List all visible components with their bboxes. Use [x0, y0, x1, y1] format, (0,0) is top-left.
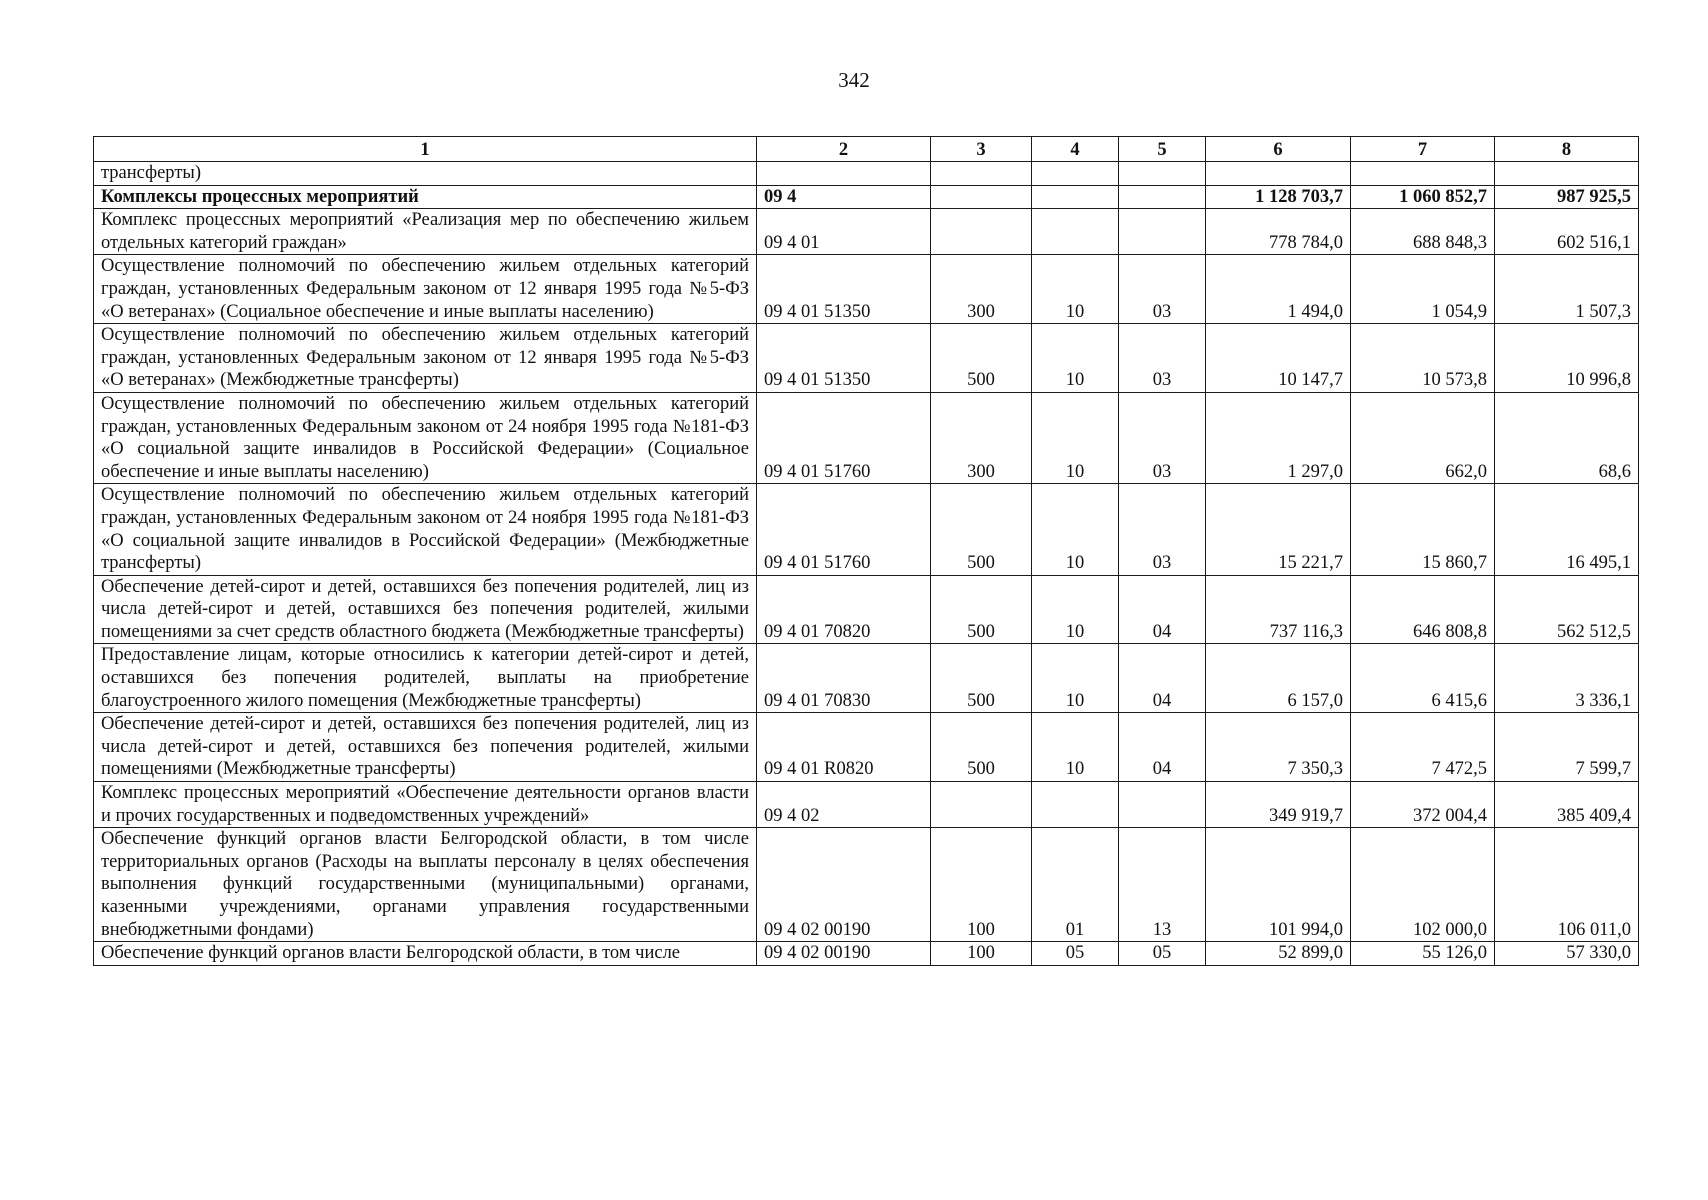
- row-col4-cell: 10: [1032, 713, 1119, 782]
- table-row: [94, 255, 1639, 324]
- row-name-cell: Осуществление полномочий по обеспечению жильем отдельных категорий граждан, установленных Федеральным законом от 12 января 1995 года №5-ФЗ «О ветеранах» (Межбюджетные трансферты): [94, 324, 757, 393]
- header-row: [94, 137, 1639, 162]
- row-col4-cell: 05: [1032, 942, 1119, 966]
- row-code-cell: 09 4 01 R0820: [757, 713, 931, 782]
- row-value6-cell: 7 350,3: [1206, 713, 1351, 782]
- row-col5-cell: [1119, 209, 1206, 255]
- row-value8-cell: 10 996,8: [1495, 324, 1639, 393]
- column-header: 2: [757, 137, 931, 162]
- row-value7-cell: 372 004,4: [1351, 782, 1495, 828]
- row-name-cell: трансферты): [94, 162, 757, 186]
- row-col3-cell: 100: [931, 942, 1032, 966]
- row-col4-cell: [1032, 782, 1119, 828]
- row-col5-cell: 05: [1119, 942, 1206, 966]
- row-col5-cell: 04: [1119, 575, 1206, 644]
- budget-table: [93, 136, 1639, 966]
- column-header: 1: [94, 137, 757, 162]
- table-row: [94, 392, 1639, 483]
- page-number: 342: [838, 68, 870, 92]
- row-value6-cell: 1 128 703,7: [1206, 185, 1351, 209]
- table-row: [94, 185, 1639, 209]
- row-col4-cell: 10: [1032, 392, 1119, 483]
- row-value7-cell: 55 126,0: [1351, 942, 1495, 966]
- row-value7-cell: 10 573,8: [1351, 324, 1495, 393]
- row-col5-cell: 03: [1119, 392, 1206, 483]
- row-col4-cell: 01: [1032, 828, 1119, 942]
- row-col3-cell: [931, 209, 1032, 255]
- row-value6-cell: 1 297,0: [1206, 392, 1351, 483]
- row-col3-cell: [931, 162, 1032, 186]
- row-value8-cell: 602 516,1: [1495, 209, 1639, 255]
- row-col3-cell: 500: [931, 644, 1032, 713]
- row-value8-cell: 385 409,4: [1495, 782, 1639, 828]
- row-value7-cell: 15 860,7: [1351, 484, 1495, 575]
- row-name-cell: Осуществление полномочий по обеспечению жильем отдельных категорий граждан, установленных Федеральным законом от 12 января 1995 года №5-ФЗ «О ветеранах» (Социальное обеспечение и иные выплаты населению): [94, 255, 757, 324]
- row-col3-cell: [931, 185, 1032, 209]
- row-value7-cell: 1 054,9: [1351, 255, 1495, 324]
- row-value6-cell: 737 116,3: [1206, 575, 1351, 644]
- row-col5-cell: [1119, 162, 1206, 186]
- row-value6-cell: 10 147,7: [1206, 324, 1351, 393]
- row-code-cell: 09 4 02: [757, 782, 931, 828]
- table-row: [94, 713, 1639, 782]
- table-row: [94, 484, 1639, 575]
- row-name-cell: Комплекс процессных мероприятий «Обеспечение деятельности органов власти и прочих государственных и подведомственных учреждений»: [94, 782, 757, 828]
- table-row: [94, 575, 1639, 644]
- row-value8-cell: 106 011,0: [1495, 828, 1639, 942]
- row-value8-cell: 68,6: [1495, 392, 1639, 483]
- row-col5-cell: 03: [1119, 484, 1206, 575]
- row-value7-cell: 102 000,0: [1351, 828, 1495, 942]
- row-col4-cell: [1032, 209, 1119, 255]
- row-value7-cell: 688 848,3: [1351, 209, 1495, 255]
- row-name-cell: Обеспечение функций органов власти Белгородской области, в том числе: [94, 942, 757, 966]
- table-row: [94, 942, 1639, 966]
- row-col3-cell: 500: [931, 575, 1032, 644]
- table-row: [94, 162, 1639, 186]
- table-row: [94, 644, 1639, 713]
- row-col4-cell: 10: [1032, 644, 1119, 713]
- row-col4-cell: [1032, 185, 1119, 209]
- row-value6-cell: 6 157,0: [1206, 644, 1351, 713]
- row-code-cell: 09 4 01 51760: [757, 392, 931, 483]
- row-col4-cell: 10: [1032, 575, 1119, 644]
- row-col3-cell: 500: [931, 324, 1032, 393]
- column-header: 8: [1495, 137, 1639, 162]
- row-col4-cell: 10: [1032, 324, 1119, 393]
- row-value8-cell: 987 925,5: [1495, 185, 1639, 209]
- row-value6-cell: 1 494,0: [1206, 255, 1351, 324]
- column-header: 5: [1119, 137, 1206, 162]
- row-code-cell: 09 4 01 51350: [757, 255, 931, 324]
- row-code-cell: [757, 162, 931, 186]
- row-value7-cell: [1351, 162, 1495, 186]
- row-col5-cell: 04: [1119, 713, 1206, 782]
- row-col4-cell: 10: [1032, 255, 1119, 324]
- row-value8-cell: [1495, 162, 1639, 186]
- row-code-cell: 09 4 01: [757, 209, 931, 255]
- row-value6-cell: 101 994,0: [1206, 828, 1351, 942]
- row-name-cell: Обеспечение детей-сирот и детей, оставшихся без попечения родителей, лиц из числа детей-сирот и детей, оставшихся без попечения родителей, жилыми помещениями (Межбюджетные трансферты): [94, 713, 757, 782]
- row-value6-cell: 15 221,7: [1206, 484, 1351, 575]
- row-col5-cell: 13: [1119, 828, 1206, 942]
- row-code-cell: 09 4 01 51760: [757, 484, 931, 575]
- row-code-cell: 09 4 01 70830: [757, 644, 931, 713]
- column-header: 7: [1351, 137, 1495, 162]
- row-name-cell: Осуществление полномочий по обеспечению жильем отдельных категорий граждан, установленных Федеральным законом от 24 ноября 1995 года №181-ФЗ «О социальной защите инвалидов в Российской Федерации» (Социальное обеспечение и иные выплаты населению): [94, 392, 757, 483]
- row-col4-cell: 10: [1032, 484, 1119, 575]
- row-value6-cell: 778 784,0: [1206, 209, 1351, 255]
- row-col5-cell: 03: [1119, 324, 1206, 393]
- row-code-cell: 09 4 01 70820: [757, 575, 931, 644]
- row-col5-cell: 03: [1119, 255, 1206, 324]
- row-value6-cell: 52 899,0: [1206, 942, 1351, 966]
- row-col3-cell: 300: [931, 392, 1032, 483]
- row-code-cell: 09 4: [757, 185, 931, 209]
- row-name-cell: Комплекс процессных мероприятий «Реализация мер по обеспечению жильем отдельных категорий граждан»: [94, 209, 757, 255]
- row-col5-cell: [1119, 782, 1206, 828]
- row-col3-cell: 300: [931, 255, 1032, 324]
- row-code-cell: 09 4 02 00190: [757, 942, 931, 966]
- row-value8-cell: 3 336,1: [1495, 644, 1639, 713]
- row-value7-cell: 6 415,6: [1351, 644, 1495, 713]
- row-col3-cell: 500: [931, 484, 1032, 575]
- table-row: [94, 782, 1639, 828]
- row-value8-cell: 562 512,5: [1495, 575, 1639, 644]
- row-value6-cell: [1206, 162, 1351, 186]
- column-header: 4: [1032, 137, 1119, 162]
- row-name-cell: Обеспечение функций органов власти Белгородской области, в том числе территориальных органов (Расходы на выплаты персоналу в целях обеспечения выполнения функций государственными (муниципальными) органами, казенными учреждениями, органами управления государственными внебюджетными фондами): [94, 828, 757, 942]
- row-value6-cell: 349 919,7: [1206, 782, 1351, 828]
- row-value7-cell: 662,0: [1351, 392, 1495, 483]
- row-col3-cell: 500: [931, 713, 1032, 782]
- row-name-cell: Комплексы процессных мероприятий: [94, 185, 757, 209]
- row-value7-cell: 7 472,5: [1351, 713, 1495, 782]
- row-value8-cell: 1 507,3: [1495, 255, 1639, 324]
- row-col3-cell: 100: [931, 828, 1032, 942]
- table-row: [94, 209, 1639, 255]
- row-name-cell: Обеспечение детей-сирот и детей, оставшихся без попечения родителей, лиц из числа детей-сирот и детей, оставшихся без попечения родителей, жилыми помещениями за счет средств областного бюджета (Межбюджетные трансферты): [94, 575, 757, 644]
- table-body: [94, 162, 1639, 966]
- row-value8-cell: 57 330,0: [1495, 942, 1639, 966]
- row-col5-cell: [1119, 185, 1206, 209]
- column-header: 6: [1206, 137, 1351, 162]
- row-value8-cell: 7 599,7: [1495, 713, 1639, 782]
- column-header: 3: [931, 137, 1032, 162]
- row-value7-cell: 646 808,8: [1351, 575, 1495, 644]
- table-row: [94, 828, 1639, 942]
- row-value7-cell: 1 060 852,7: [1351, 185, 1495, 209]
- row-col4-cell: [1032, 162, 1119, 186]
- row-code-cell: 09 4 02 00190: [757, 828, 931, 942]
- row-code-cell: 09 4 01 51350: [757, 324, 931, 393]
- row-col5-cell: 04: [1119, 644, 1206, 713]
- table-row: [94, 324, 1639, 393]
- row-col3-cell: [931, 782, 1032, 828]
- row-value8-cell: 16 495,1: [1495, 484, 1639, 575]
- row-name-cell: Осуществление полномочий по обеспечению жильем отдельных категорий граждан, установленных Федеральным законом от 24 ноября 1995 года №181-ФЗ «О социальной защите инвалидов в Российской Федерации» (Межбюджетные трансферты): [94, 484, 757, 575]
- row-name-cell: Предоставление лицам, которые относились к категории детей-сирот и детей, оставшихся без попечения родителей, выплаты на приобретение благоустроенного жилого помещения (Межбюджетные трансферты): [94, 644, 757, 713]
